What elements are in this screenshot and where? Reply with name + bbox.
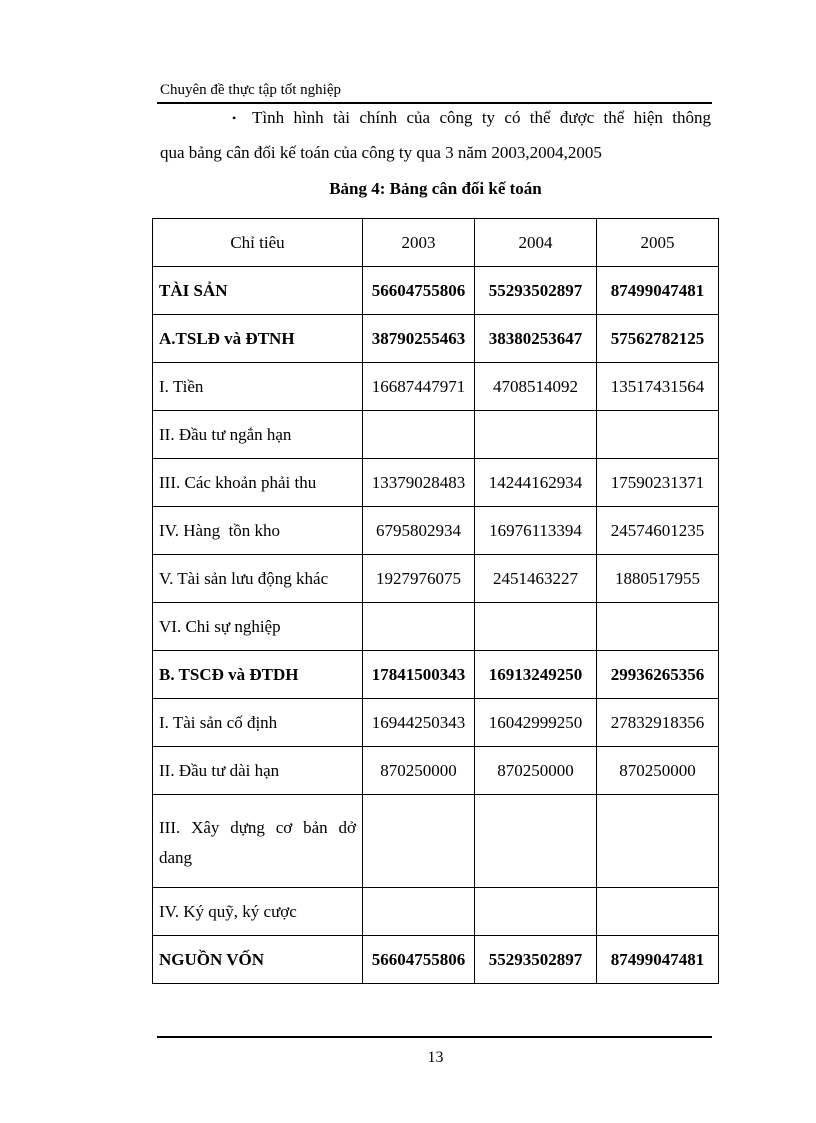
- row-label: NGUỒN VỐN: [153, 936, 363, 984]
- row-label: TÀI SẢN: [153, 267, 363, 315]
- column-header: Chỉ tiêu: [153, 219, 363, 267]
- value-2004: 16913249250: [475, 651, 597, 699]
- table-row: [153, 699, 719, 747]
- row-label: V. Tài sản lưu động khác: [153, 555, 363, 603]
- value-2004: 55293502897: [475, 936, 597, 984]
- value-2003: 1927976075: [363, 555, 475, 603]
- value-2005: 57562782125: [597, 315, 719, 363]
- row-label: IV. Ký quỹ, ký cược: [153, 888, 363, 936]
- row-label: VI. Chi sự nghiệp: [153, 603, 363, 651]
- value-2004: [475, 888, 597, 936]
- value-2005: [597, 888, 719, 936]
- value-2005: 1880517955: [597, 555, 719, 603]
- row-label: IV. Hàng tồn kho: [153, 507, 363, 555]
- value-2003: 13379028483: [363, 459, 475, 507]
- value-2005: [597, 603, 719, 651]
- table-row: [153, 555, 719, 603]
- table-row: [153, 363, 719, 411]
- value-2004: [475, 795, 597, 888]
- value-2004: 4708514092: [475, 363, 597, 411]
- bullet-icon: •: [232, 111, 237, 125]
- value-2004: 14244162934: [475, 459, 597, 507]
- value-2003: 870250000: [363, 747, 475, 795]
- value-2004: 2451463227: [475, 555, 597, 603]
- value-2005: 17590231371: [597, 459, 719, 507]
- value-2005: 27832918356: [597, 699, 719, 747]
- intro-text-line1: Tình hình tài chính của công ty có thể được thể hiện thông: [252, 108, 711, 127]
- row-label: I. Tài sản cố định: [153, 699, 363, 747]
- table-row: [153, 936, 719, 984]
- footer-rule: [157, 1036, 712, 1038]
- value-2005: 87499047481: [597, 267, 719, 315]
- column-header: 2005: [597, 219, 719, 267]
- column-header: 2003: [363, 219, 475, 267]
- value-2004: 16042999250: [475, 699, 597, 747]
- value-2003: 56604755806: [363, 267, 475, 315]
- table-row: [153, 267, 719, 315]
- value-2003: [363, 603, 475, 651]
- table-row: [153, 888, 719, 936]
- value-2004: 870250000: [475, 747, 597, 795]
- value-2004: 38380253647: [475, 315, 597, 363]
- table-row: [153, 603, 719, 651]
- value-2003: [363, 795, 475, 888]
- value-2005: [597, 795, 719, 888]
- page-number: 13: [427, 1049, 444, 1066]
- balance-sheet-table: [152, 218, 719, 984]
- value-2003: 16687447971: [363, 363, 475, 411]
- row-label: A.TSLĐ và ĐTNH: [153, 315, 363, 363]
- row-label: B. TSCĐ và ĐTDH: [153, 651, 363, 699]
- value-2005: 13517431564: [597, 363, 719, 411]
- table-row: [153, 411, 719, 459]
- row-label: II. Đầu tư dài hạn: [153, 747, 363, 795]
- intro-text-line2: qua bảng cân đối kế toán của công ty qua 3 năm 2003,2004,2005: [160, 143, 602, 162]
- running-header: Chuyên đề thực tập tốt nghiệp: [160, 82, 342, 98]
- column-header: 2004: [475, 219, 597, 267]
- table-row: [153, 507, 719, 555]
- table-row: [153, 651, 719, 699]
- table-row: [153, 315, 719, 363]
- intro-paragraph-line1: [160, 106, 711, 130]
- value-2005: 870250000: [597, 747, 719, 795]
- value-2003: 17841500343: [363, 651, 475, 699]
- table-row: [153, 747, 719, 795]
- value-2003: 6795802934: [363, 507, 475, 555]
- value-2003: 16944250343: [363, 699, 475, 747]
- value-2005: 29936265356: [597, 651, 719, 699]
- value-2005: [597, 411, 719, 459]
- table-header-row: [153, 219, 719, 267]
- value-2005: 87499047481: [597, 936, 719, 984]
- row-label: III. Các khoản phải thu: [153, 459, 363, 507]
- row-label: I. Tiền: [153, 363, 363, 411]
- value-2003: 56604755806: [363, 936, 475, 984]
- value-2003: 38790255463: [363, 315, 475, 363]
- row-label: III. Xây dựng cơ bản dở dang: [153, 795, 363, 888]
- value-2004: 55293502897: [475, 267, 597, 315]
- table-row: [153, 459, 719, 507]
- value-2004: 16976113394: [475, 507, 597, 555]
- row-label: II. Đầu tư ngắn hạn: [153, 411, 363, 459]
- value-2004: [475, 603, 597, 651]
- value-2003: [363, 411, 475, 459]
- table-row: [153, 795, 719, 888]
- table-title: Bảng 4: Bảng cân đối kế toán: [329, 179, 542, 198]
- value-2004: [475, 411, 597, 459]
- value-2005: 24574601235: [597, 507, 719, 555]
- header-rule: [157, 102, 712, 104]
- value-2003: [363, 888, 475, 936]
